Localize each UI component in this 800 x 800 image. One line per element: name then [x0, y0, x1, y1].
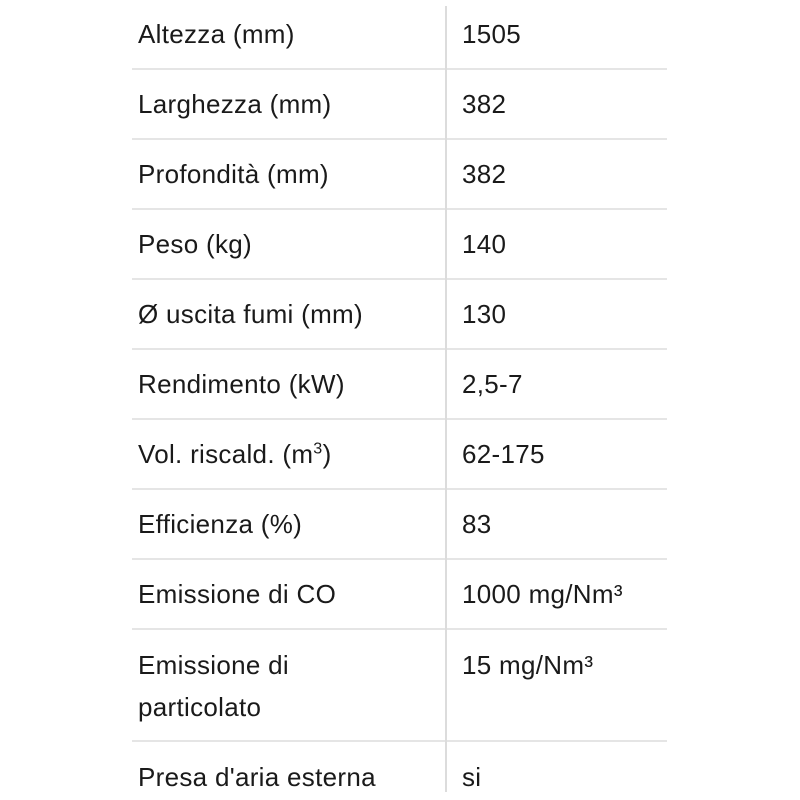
table-row [132, 140, 667, 210]
spec-label-cell [132, 363, 446, 405]
spec-value: 1000 mg/Nm³ [462, 579, 623, 609]
spec-value: 83 [462, 509, 492, 539]
spec-value: 382 [462, 89, 507, 119]
spec-label: Emissione di particolato [138, 650, 289, 722]
superscript: 3 [313, 439, 323, 458]
spec-label-cell [132, 83, 446, 125]
spec-label-cell [132, 756, 446, 798]
spec-value: si [462, 762, 482, 792]
spec-label: Profondità (mm) [138, 159, 329, 189]
spec-label: Emissione di CO [138, 579, 337, 609]
table-row [132, 210, 667, 280]
spec-value-cell [446, 83, 667, 125]
spec-value: 382 [462, 159, 507, 189]
spec-value: 2,5-7 [462, 369, 523, 399]
spec-value-cell [446, 153, 667, 195]
spec-label: Ø uscita fumi (mm) [138, 299, 363, 329]
table-row [132, 742, 667, 800]
spec-value-cell [446, 293, 667, 335]
table-row [132, 490, 667, 560]
spec-value-cell [446, 503, 667, 545]
spec-value: 130 [462, 299, 507, 329]
spec-label-cell [132, 503, 446, 545]
column-divider [445, 6, 447, 792]
spec-label: Larghezza (mm) [138, 89, 332, 119]
spec-label-cell [132, 153, 446, 195]
spec-value-cell [446, 363, 667, 405]
spec-label: Rendimento (kW) [138, 369, 345, 399]
table-row [132, 70, 667, 140]
spec-label-cell [132, 293, 446, 335]
spec-value-cell [446, 756, 667, 798]
table-row [132, 630, 667, 742]
spec-value-cell [446, 223, 667, 265]
spec-label: Presa d'aria esterna [138, 762, 376, 792]
spec-table [132, 0, 667, 800]
spec-value-cell [446, 630, 667, 686]
spec-label-cell [132, 223, 446, 265]
spec-label: Altezza (mm) [138, 19, 295, 49]
table-row [132, 350, 667, 420]
spec-label: Vol. riscald. $(m^3)$ [138, 439, 332, 469]
spec-label-cell [132, 573, 446, 615]
spec-value: 140 [462, 229, 507, 259]
table-row [132, 560, 667, 630]
spec-value: 1505 [462, 19, 522, 49]
spec-value-cell [446, 433, 667, 475]
spec-label-cell [132, 433, 446, 475]
spec-value: 62-175 [462, 439, 545, 469]
spec-value-cell [446, 573, 667, 615]
table-row [132, 280, 667, 350]
spec-label: Efficienza (%) [138, 509, 303, 539]
spec-label-cell [132, 13, 446, 55]
spec-label-cell [132, 630, 446, 728]
spec-value-cell [446, 13, 667, 55]
table-row [132, 420, 667, 490]
spec-value: 15 mg/Nm³ [462, 650, 594, 680]
table-row [132, 0, 667, 70]
spec-label: Peso (kg) [138, 229, 252, 259]
